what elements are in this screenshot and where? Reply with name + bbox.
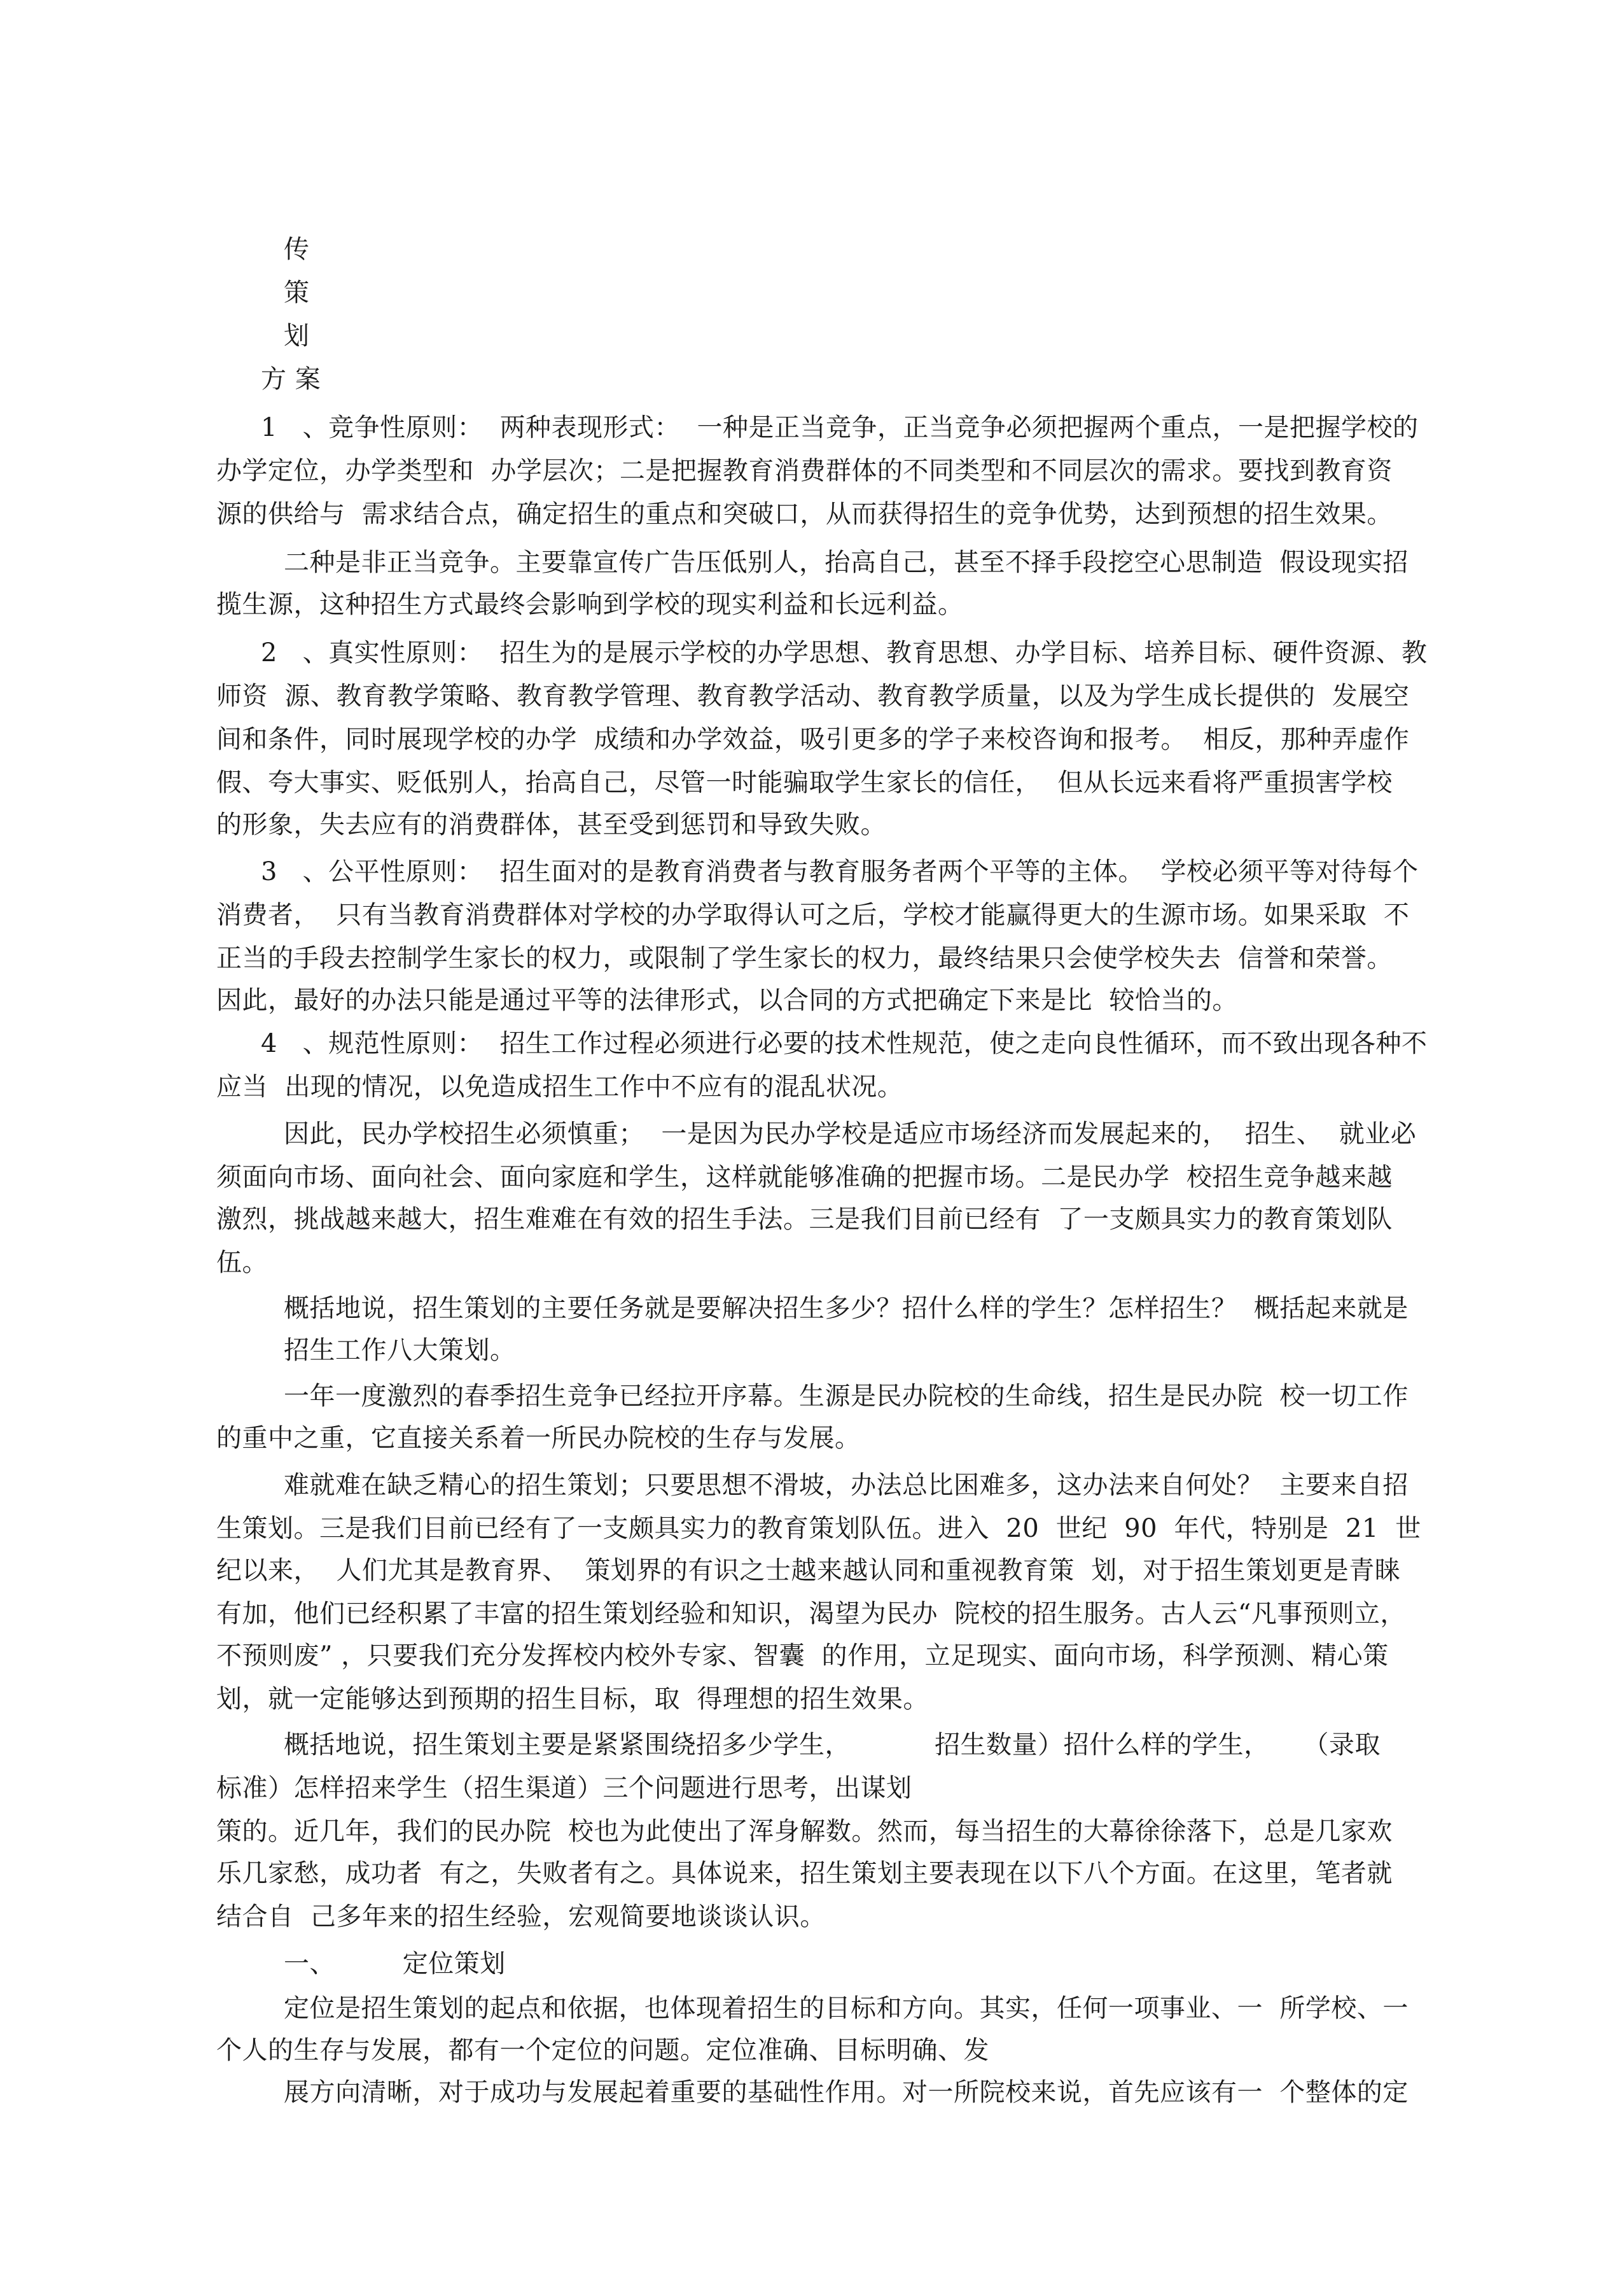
text-line: 正当的手段去控制学生家长的权力，或限制了学生家长的权力，最终结果只会使学校失去 信誉和荣誉。: [216, 944, 1393, 973]
text-line: 揽生源，这种招生方式最终会影响到学校的现实利益和长远利益。: [216, 590, 964, 619]
text-line: 不预则废” ，只要我们充分发挥校内校外专家、智囊 的作用，立足现实、面向市场，科学预测、精心策: [216, 1641, 1389, 1670]
text-line: 乐几家愁，成功者 有之，失败者有之。具体说来，招生策划主要表现在以下八个方面。在这里，笔者就: [216, 1859, 1393, 1888]
text-line: 二种是非正当竞争。主要靠宣传广告压低别人，抬高自己，甚至不择手段挖空心思制造 假设现实招: [284, 548, 1409, 577]
text-line: 结合自 己多年来的招生经验，宏观简要地谈谈认识。: [216, 1902, 826, 1931]
text-line: 师资 源、教育教学策略、教育教学管理、教育教学活动、教育教学质量，以及为学生成长提供的 发展空: [216, 682, 1410, 711]
text-line: 伍。: [216, 1248, 268, 1277]
text-line: 办学定位，办学类型和 办学层次；二是把握教育消费群体的不同类型和不同层次的需求。要找到教育资: [216, 456, 1393, 486]
text-line: 个人的生存与发展，都有一个定位的问题。定位准确、目标明确、发: [216, 2036, 989, 2065]
heading-char: 传: [284, 235, 310, 264]
text-line: 4 、规范性原则： 招生工作过程必须进行必要的技术性规范，使之走向良性循环，而不致出现各种不: [261, 1029, 1428, 1058]
text-line: 因此，最好的办法只能是通过平等的法律形式，以合同的方式把确定下来是比 较恰当的。: [216, 986, 1238, 1015]
text-line: 激烈，挑战越来越大，招生难难在有效的招生手法。三是我们目前已经有 了一支颇具实力的教育策划队: [216, 1205, 1393, 1234]
text-line: 须面向市场、面向社会、面向家庭和学生，这样就能够准确的把握市场。二是民办学 校招生竞争越来越: [216, 1163, 1393, 1192]
text-line: 假、夸大事实、贬低别人，抬高自己，尽管一时能骗取学生家长的信任， 但从长远来看将严重损害学校: [216, 768, 1393, 797]
text-line: 的重中之重，它直接关系着一所民办院校的生存与发展。: [216, 1424, 861, 1453]
text-line: 的形象，失去应有的消费群体，甚至受到惩罚和导致失败。: [216, 810, 886, 839]
text-line: 概括地说，招生策划主要是紧紧围绕招多少学生， 招生数量）招什么样的学生， （录取: [284, 1730, 1381, 1760]
text-line: 概括地说，招生策划的主要任务就是要解决招生多少？招什么样的学生？怎样招生？ 概括起来就是: [284, 1294, 1409, 1323]
text-line: 源的供给与 需求结合点，确定招生的重点和突破口，从而获得招生的竞争优势，达到预想的招生效果。: [216, 500, 1393, 529]
text-line: 3 、公平性原则： 招生面对的是教育消费者与教育服务者两个平等的主体。 学校必须平等对待每个: [261, 857, 1419, 886]
text-line: 划，就一定能够达到预期的招生目标，取 得理想的招生效果。: [216, 1684, 929, 1714]
text-line: 应当 出现的情况，以免造成招生工作中不应有的混乱状况。: [216, 1072, 903, 1102]
text-line: 因此，民办学校招生必须慎重； 一是因为民办学校是适应市场经济而发展起来的， 招生、 就业必: [284, 1119, 1417, 1149]
heading-char: 划: [284, 321, 310, 351]
heading-char: 方 案: [261, 365, 321, 394]
text-line: 生策划。三是我们目前已经有了一支颇具实力的教育策划队伍。进入 20 世纪 90 年代，特别是 21 世: [216, 1514, 1421, 1543]
heading-char: 策: [284, 278, 310, 307]
text-line: 有加，他们已经积累了丰富的招生策划经验和知识，渴望为民办 院校的招生服务。古人云“凡事预则立，: [216, 1599, 1406, 1628]
text-line: 2 、真实性原则： 招生为的是展示学校的办学思想、教育思想、办学目标、培养目标、硬件资源、教: [261, 638, 1428, 668]
text-line: 策的。近几年，我们的民办院 校也为此使出了浑身解数。然而，每当招生的大幕徐徐落下，总是几家欢: [216, 1817, 1393, 1846]
section-heading: 一、 定位策划: [284, 1949, 506, 1978]
text-line: 间和条件，同时展现学校的办学 成绩和办学效益，吸引更多的学子来校咨询和报考。 相反，那种弄虚作: [216, 725, 1410, 754]
text-line: 一年一度激烈的春季招生竞争已经拉开序幕。生源是民办院校的生命线，招生是民办院 校一切工作: [284, 1382, 1409, 1411]
text-line: 纪以来， 人们尤其是教育界、 策划界的有识之士越来越认同和重视教育策 划，对于招生策划更是青睐: [216, 1556, 1401, 1585]
text-line: 招生工作八大策划。: [284, 1336, 516, 1365]
text-line: 展方向清晰，对于成功与发展起着重要的基础性作用。对一所院校来说，首先应该有一 个整体的定: [284, 2078, 1409, 2107]
text-line: 1 、竞争性原则： 两种表现形式： 一种是正当竞争，正当竞争必须把握两个重点，一是把握学校的: [261, 413, 1419, 442]
text-line: 难就难在缺乏精心的招生策划；只要思想不滑坡，办法总比困难多，这办法来自何处？ 主要来自招: [284, 1471, 1409, 1500]
text-line: 消费者， 只有当教育消费群体对学校的办学取得认可之后，学校才能赢得更大的生源市场。如果采取 不: [216, 900, 1410, 930]
text-line: 标准）怎样招来学生（招生渠道）三个问题进行思考，出谋划: [216, 1774, 912, 1803]
text-line: 定位是招生策划的起点和依据，也体现着招生的目标和方向。其实，任何一项事业、一 所学校、一: [284, 1994, 1409, 2023]
